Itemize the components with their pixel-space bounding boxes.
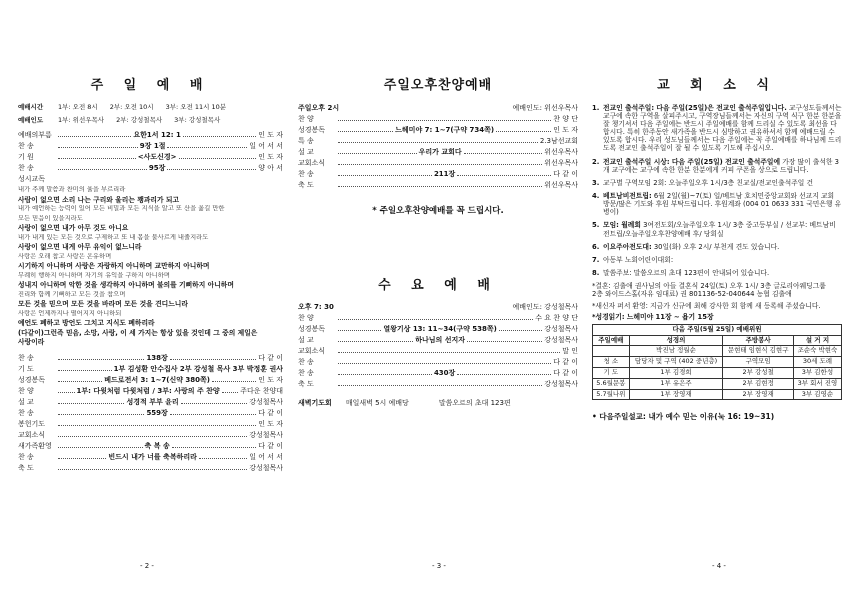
order-line: 찬 송 430장 다 같 이 [298,369,578,378]
page-number: - 3 - [432,562,446,570]
next-sermon: • 다음주일설교: 내가 예수 믿는 이유(눅 16: 19~31) [592,412,775,422]
verse-line: 사랑이 없으면 내게 아무 유익이 없느니라 [18,243,142,252]
verse-line: 사람이 없으면 소리 나는 구리와 울리는 꽹과리가 되고 [18,195,180,204]
order-line: 찬 양 1부: 다윗처럼 다윗처럼 / 3부: 사랑의 주 찬양 주다운 찬양대 [18,386,283,395]
time-item: 2부: 오전 10시 [109,102,154,111]
leader-item: 2부: 강성철목사 [116,116,163,125]
order-line: 성경봉독 느헤미야 7: 1~7(구약 734쪽) 인 도 자 [298,125,578,134]
order-line: 찬 송 559장 다 같 이 [18,408,283,417]
verse-line: 내가 주께 말씀과 찬미의 율을 부르리라 [18,186,126,194]
order-line: 찬 송 다 같 이 [298,358,578,367]
order-line: 새가족환영 축 복 송 다 같 이 [18,441,283,450]
order-line: 찬 송 빈드시 내가 너를 축복하리라 일 어 서 서 [18,452,283,461]
time-item: 1부: 오전 8시 [58,102,98,111]
order-line: 기 도 1부 김성환 안수집사 2부 강성철 목사 3부 박정훈 권사 [18,364,283,373]
order-line: 성시교독 [18,175,46,184]
news-item: 5. 모임: 월례회 3여전도회/오늘주일오후 1시/ 3층 중고등부실 / 선교부: 베트남비전트립/오늘주일오후찬양예배 후/ 당회실 [592,221,836,238]
order-line: 예배의부름 요한1서 12: 1 인 도 자 [18,131,283,140]
news-item: 3. 교구별 구역모임 2회: 오늘주일오후 1시/3층 친교실/전교인출석주일 건 [592,178,814,187]
verse-line: 시기하지 아니하며 사랑은 자랑하지 아니하며 교만하지 아니하며 [18,262,210,271]
afternoon-service-column [298,78,578,408]
order-line: 교회소식 위선우목사 [298,158,578,167]
table-row: 5.6월문봉 1부 유은주 2부 김현정 3부 회서 진영 [593,378,842,389]
service-duty-table [592,324,842,401]
table-row: 주일예배 성경의 주방봉사 설 거 지 [593,335,842,346]
dawn-prayer-time: 매일새벽 5시 예배당 [345,399,409,408]
verse-line: (다같이)그런즉 믿음, 소망, 사랑, 이 세 가지는 항상 있을 것인데 그 중의 제일은 [18,328,258,337]
order-line: 특 송 2.3남선교회 [298,136,578,145]
afternoon-service-title: 주일오후찬양예배 [383,78,493,93]
order-line: 교회소식 강성철목사 [18,430,283,439]
time-item: 3부: 오전 11시 10분 [165,102,227,111]
verse-line: 예언도 폐하고 방언도 그치고 지식도 폐하리라 [18,319,155,328]
verse-line: 사랑은 오래 참고 사랑은 온유하며 [18,252,112,260]
verse-line: 내가 예언하는 능력이 있어 모든 비밀과 모든 지식을 알고 또 산을 옮길 만한 [18,205,225,213]
news-item: 1. 전교인 출석주일: 다음 주일(25일)은 전교인 출석주일입니다. 교구성도들께서는 교구에 속한 구역을 살피주시고, 구역장님들께서는 자신의 구역 식구 한분 한분을 잘 챙기셔서 다음 주일에는 반드시 주일예배를 함께 드리실 수 있도록 최선을 다합시다. 특히 한주동안 새가족을 반드시 심방하고 권유하셔서 함께 예배드릴 수 있도록 합시다. 우리 성도님들께서는 다음 주일에는 꼭 주일예배를 하나님께 드리도록 전교인 출석주일이 잘 될 수 있도록 기도해 주십시오. [592,103,842,153]
leaders-label: 예배인도 [18,116,44,125]
verse-line: 사랑은 언제까지나 떨어지지 아니하되 [18,309,122,317]
table-row: 청 소 담당자 및 구역 (402 중년층) 구역모임 30세 도례 [593,357,842,368]
order-line: 찬 송 9장 1절 일 어 서 서 [18,142,283,151]
afternoon-time: 주일오후 2시 [298,103,340,112]
news-extra: 2층 와이드스홀(자유 임대료) 권 801136-52-040644 농협 김출애 [592,290,792,299]
order-line: 축 도 강성철목사 [18,463,283,472]
order-line: 성경봉독 열왕기상 13: 11~34(구약 538쪽) 강성철목사 [298,325,578,334]
order-line: 찬 양 수 요 찬 양 단 [298,314,578,323]
dawn-prayer-text: 말씀오르의 초대 123편 [438,399,511,408]
news-item: 8. 말씀주보: 말씀오르의 초대 123편이 안내되어 있습니다. [592,269,770,278]
order-line: 찬 양 찬 양 단 [298,114,578,123]
wednesday-service-title: 수 요 예 배 [378,277,498,293]
order-of-worship-2 [18,354,283,475]
wednesday-leader: 예배인도: 강성철목사 [512,303,578,312]
order-line: 기 원 <사도신경> 인 도 자 [18,153,283,162]
news-list [592,104,842,321]
table-row: 5.7월나위 1부 장영재 2부 장영재 3부 김영순 [593,389,842,400]
leader-item: 1부: 위선우목사 [58,116,105,125]
table-row: 박진남 정월순 문현태 임현식 김현구 조순숙 박현숙 [593,346,842,357]
order-line: 축 도 위선우목사 [298,180,578,189]
page-number: - 2 - [140,562,154,570]
news-item: 4. 베트남비전트립: 6월 2일(월)~7(토) 일/베트남 호치민중앙교회와 선교지 교회 방문/많은 기도와 후원 부탁드립니다. 후원계좌 (004 01 0633 331 국민은행 유병이) [592,192,842,217]
verse-line: 성내지 아니하며 악한 것을 생각하지 아니하며 불의를 기뻐하지 아니하며 [18,281,234,290]
news-item: 6. 이요주아전도대: 30일(화) 오후 2시/ 부천게 견도 있습니다. [592,242,780,251]
order-line: 설 교 하나님의 선지자 강성철목사 [298,336,578,345]
order-line: 설 교 성경적 부부 윤리 강성철목사 [18,397,283,406]
verse-line: 모든 믿음이 있을지라도 [18,214,83,222]
order-line: 축 도 강성철목사 [298,380,578,389]
order-line: 찬 송 95장 양 아 서 [18,164,283,173]
sunday-service-title: 주 일 예 배 [90,78,211,93]
news-extra: *성경읽기: 느헤미야 11장 ~ 욥기 15장 [592,312,714,321]
news-extra: *새신자 퍼서 환영: 지금가 신규에 최해 강사한 회 함께 새 등록해 주셨습니다. [592,301,821,310]
verse-line: 무례히 행하지 아니하며 자기의 유익을 구하지 아니하며 [18,271,170,279]
afternoon-note: * 주일오후찬양예배를 꼭 드립시다. [372,205,504,216]
verse-line: 내가 내게 있는 모든 것으로 구제하고 또 내 몸을 불사르게 내줄지라도 [18,233,209,241]
verse-line: 모든 것을 믿으며 모든 것을 바라며 모든 것을 견디느니라 [18,300,188,309]
verse-line: 사랑이라 [18,338,45,347]
verse-line: 사랑이 없으면 내가 아무 것도 아니요 [18,224,129,233]
times-label: 예배시간 [18,102,44,111]
service-times [18,104,283,112]
order-line: 교회소식 말 인 [298,347,578,356]
news-item: 2. 전교인 출석주일 시상: 다음 주일(25일) 전교인 출석주일에 가장 많이 출석한 3개 교구에는 교구에 속한 한분 한분에게 커피 쿠폰을 상으로 드립니다. [592,157,839,174]
news-extra: *결혼: 김출애 권사님의 아들 결혼식 24일(토) 오후 1시/ 3층 글로리아웨딩그룹 [592,282,826,291]
church-news-column [592,78,842,421]
news-item: 7. 아동부 노회어린이대회: [592,255,674,264]
afternoon-leader: 예배인도: 위선우목사 [512,103,578,112]
order-line: 찬 송 211장 다 같 이 [298,169,578,178]
order-line: 찬 송 138장 다 같 이 [18,353,283,362]
dawn-prayer-label: 새벽기도회 [298,399,332,408]
sunday-service-column [18,78,283,475]
table-row: 기 도 1부 김경희 2부 강성철 3부 김한성 [593,368,842,379]
order-line: 봉헌기도 인 도 자 [18,419,283,428]
order-of-worship [18,131,283,186]
church-news-title: 교 회 소 식 [657,78,777,93]
leader-item: 3부: 강성철목사 [174,116,221,125]
wednesday-time: 오후 7: 30 [298,303,334,312]
dawn-prayer [298,399,578,407]
order-line: 설 교 우리가 교회다 위선우목사 [298,147,578,156]
page-number: - 4 - [712,562,726,570]
service-leaders [18,117,283,125]
afternoon-service-head [298,104,578,115]
order-line: 성경봉독 베드로전서 3: 1~7(신약 380쪽) 인 도 자 [18,375,283,384]
responsive-reading [18,186,283,348]
wednesday-service-head [298,303,578,314]
verse-line: 진리와 함께 기뻐하고 모든 것을 참으며 [18,290,126,298]
table-caption: 다음 주일(5월 25일) 예배위원 [593,324,842,335]
